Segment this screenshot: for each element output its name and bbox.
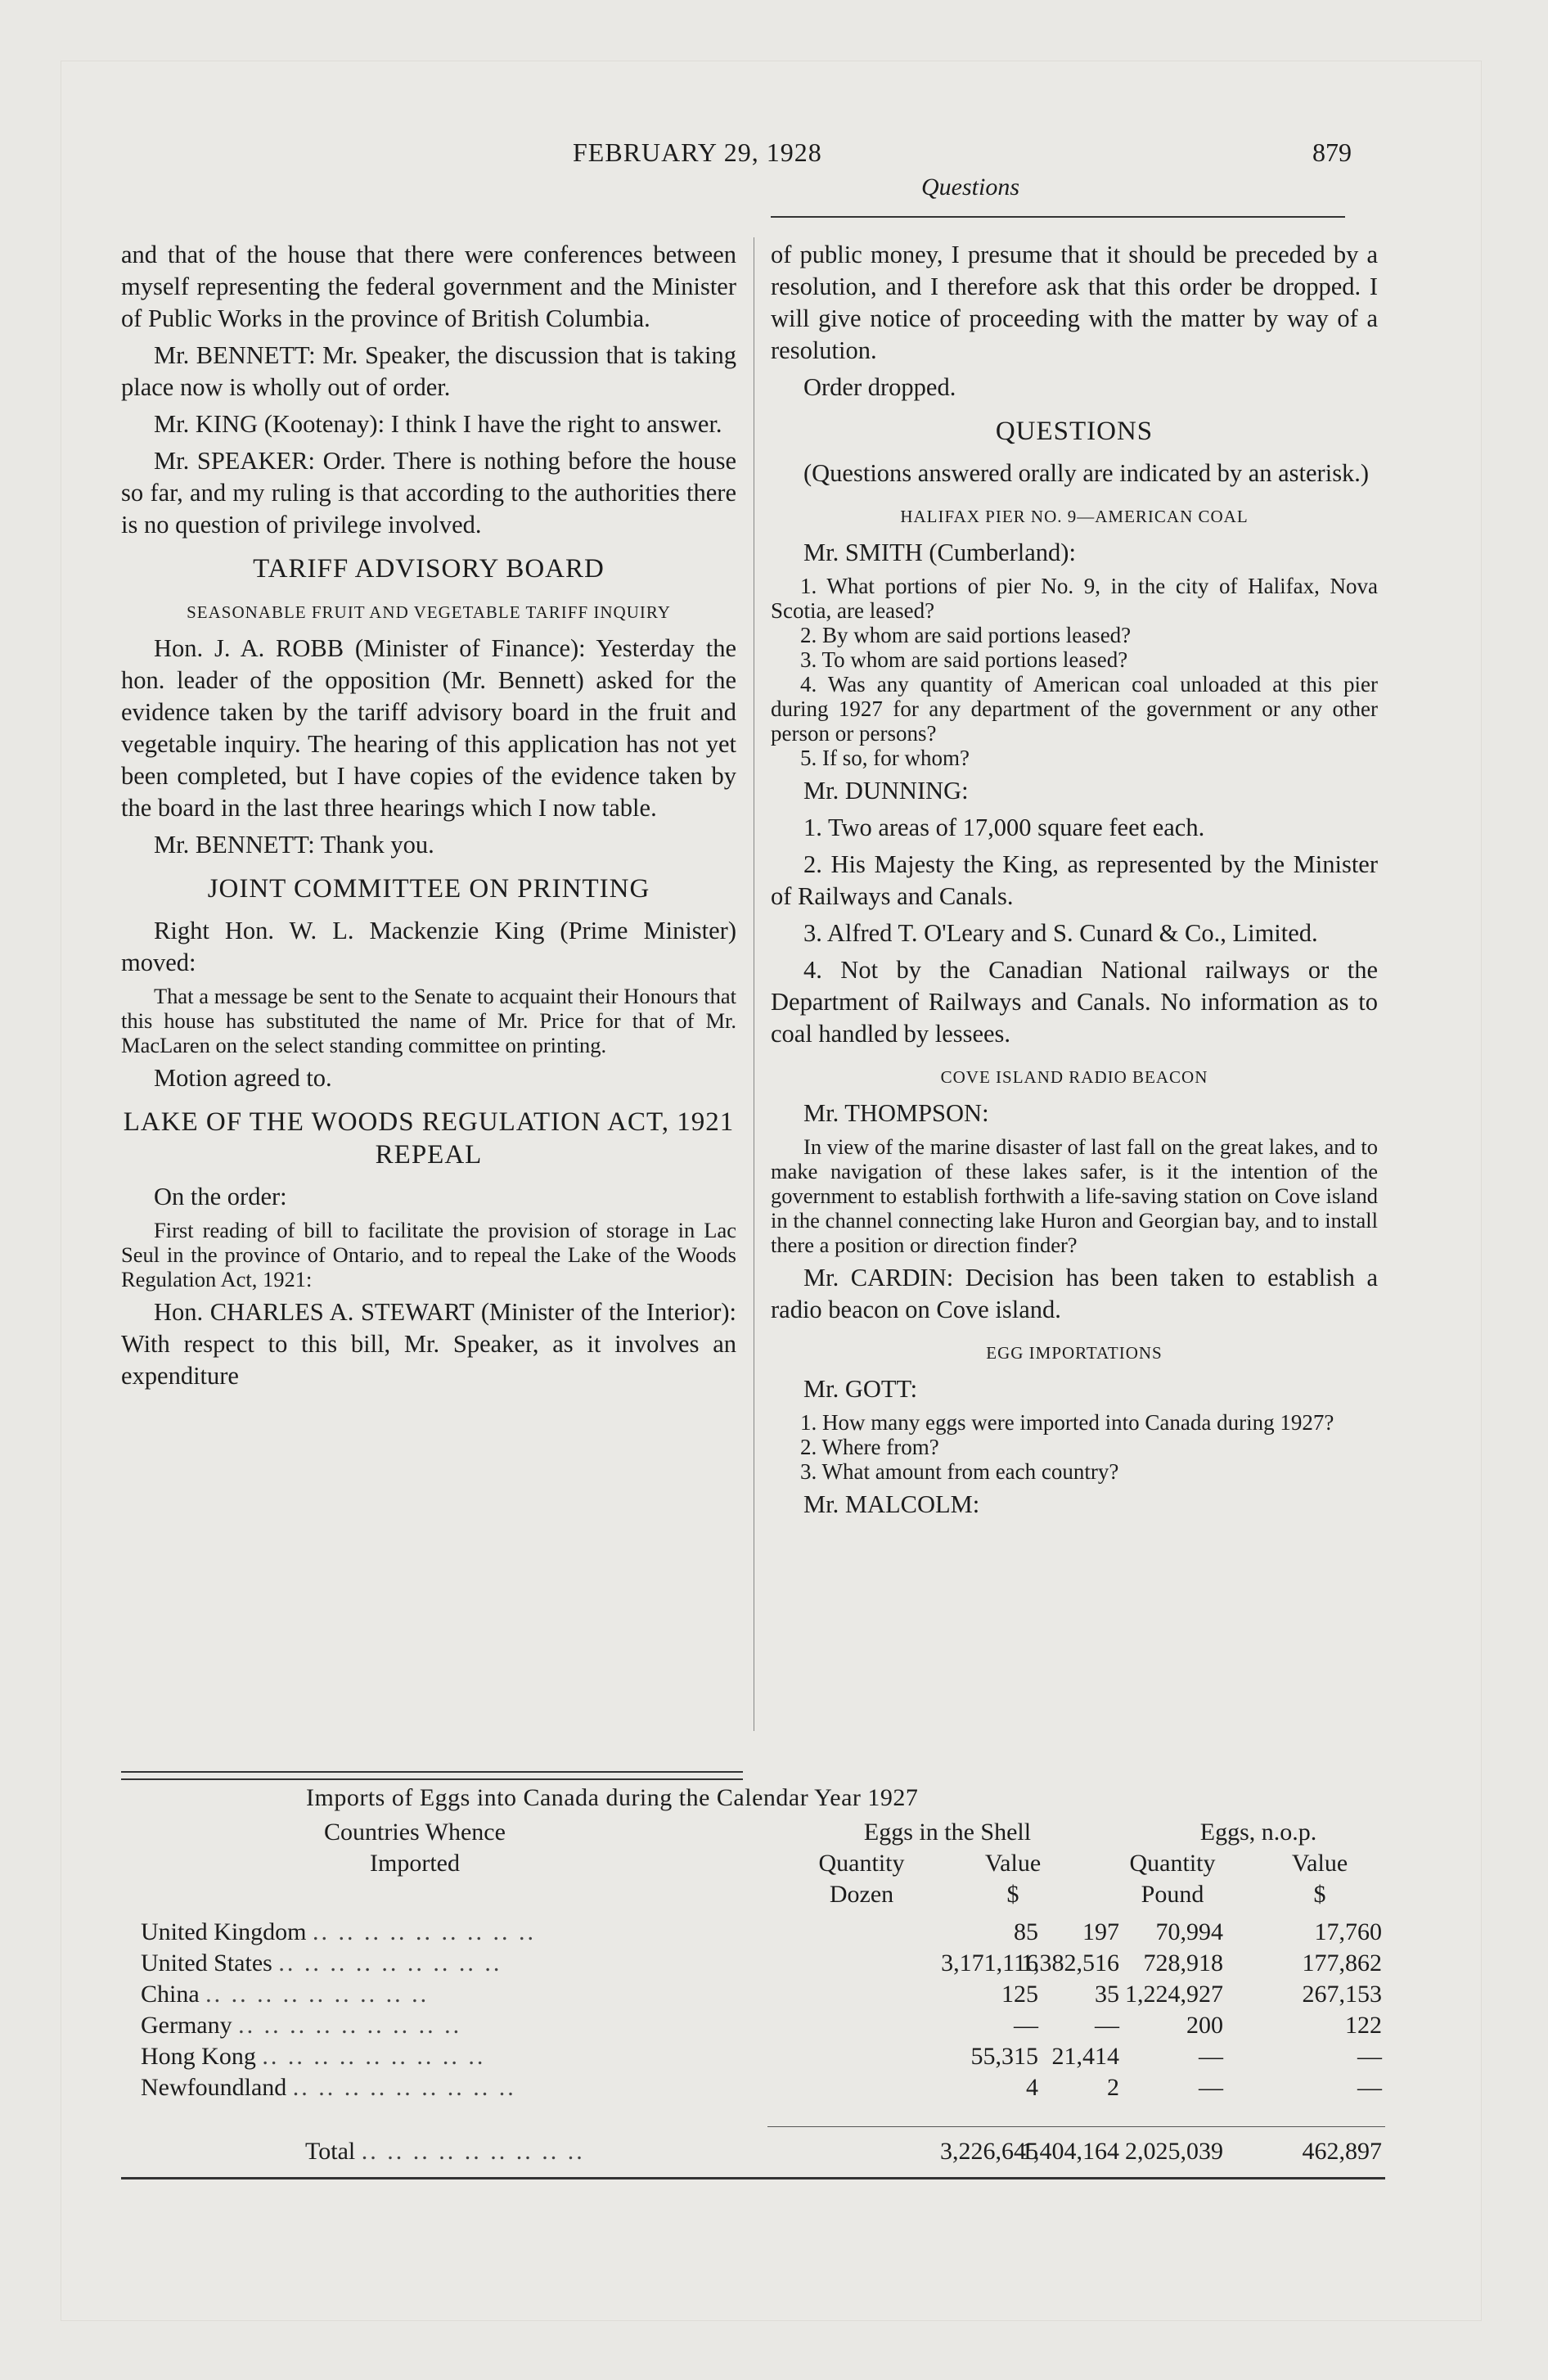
- question-item: 3. What amount from each country?: [800, 1459, 1119, 1484]
- total-value-shell: 1,404,164: [1021, 2138, 1119, 2165]
- dot-leader: .. .. .. .. .. .. .. .. ..: [205, 1981, 430, 2008]
- value-shell-cell: 35: [1095, 1981, 1119, 2008]
- total-quantity-shell: 3,226,645: [940, 2138, 1038, 2165]
- value-nop-cell: 177,862: [1302, 1950, 1382, 1977]
- question-list: [771, 1410, 1378, 1484]
- total-value-nop: 462,897: [1302, 2138, 1382, 2165]
- value-nop-cell: —: [1357, 2043, 1382, 2070]
- country-name: United States: [141, 1950, 272, 1977]
- dot-leader: .. .. .. .. .. .. .. .. ..: [292, 2074, 516, 2101]
- paragraph: On the order:: [154, 1183, 287, 1210]
- question-text: In view of the marine disaster of last fall on the great lakes, and to make navigation of these lakes safer, is it the intention of the government to establish forthwith a life-saving station on Cove island in the channel connecting lake Huron and Georgian bay, and to install there a position or direction finder?: [771, 1134, 1378, 1257]
- quantity-shell-cell: 85: [1014, 1918, 1038, 1945]
- subheading: COVE ISLAND RADIO BEACON: [940, 1067, 1208, 1087]
- quantity-shell-cell: —: [1014, 2012, 1038, 2039]
- page-header: [0, 137, 1548, 211]
- section-heading: JOINT COMMITTEE ON PRINTING: [207, 874, 650, 904]
- country-cell: [141, 2043, 485, 2071]
- table-bottom-rule: [121, 2177, 1385, 2179]
- unit-dozen: Dozen: [829, 1881, 894, 1908]
- motion-text: That a message be sent to the Senate to acquaint their Honours that this house has substituted the name of Mr. Price for that of Mr. MacLaren on the select standing committee on printing.: [121, 984, 736, 1057]
- dot-leader: .. .. .. .. .. .. .. .. ..: [313, 1918, 536, 1945]
- page-date: FEBRUARY 29, 1928: [573, 137, 822, 167]
- section-title: Questions: [921, 174, 1019, 201]
- paragraph: Hon. CHARLES A. STEWART (Minister of the Interior): With respect to this bill, Mr. Speaker, as it involves an expenditure: [121, 1298, 736, 1390]
- country-cell: [141, 1918, 536, 1946]
- paragraph: and that of the house that there were conferences between myself representing the federal government and the Minister of Public Works in the province of British Columbia.: [121, 241, 736, 332]
- country-cell: [141, 2074, 516, 2102]
- table-row: [121, 1981, 1385, 2012]
- unit-dollar: $: [1006, 1881, 1019, 1908]
- quantity-shell-cell: 4: [1026, 2074, 1038, 2101]
- subheading: HALIFAX PIER NO. 9—AMERICAN COAL: [900, 507, 1249, 526]
- page-number: 879: [1312, 137, 1352, 167]
- subheading: SEASONABLE FRUIT AND VEGETABLE TARIFF INQUIRY: [187, 602, 671, 622]
- col-header-quantity: Quantity: [1129, 1850, 1216, 1877]
- table-row: [121, 2043, 1385, 2074]
- country-cell: [141, 1981, 429, 2008]
- total-rule: [767, 2126, 1385, 2127]
- country-name: United Kingdom: [141, 1918, 307, 1945]
- col-header-quantity: Quantity: [818, 1850, 905, 1877]
- total-label-cell: [305, 2138, 585, 2166]
- paragraph: (Questions answered orally are indicated by an asterisk.): [803, 459, 1370, 487]
- unit-pound: Pound: [1141, 1881, 1204, 1908]
- value-shell-cell: 1,382,516: [1021, 1950, 1119, 1977]
- col-header-value: Value: [1291, 1850, 1348, 1877]
- question-item: 2. Where from?: [800, 1435, 939, 1459]
- dot-leader: .. .. .. .. .. .. .. .. ..: [361, 2138, 585, 2165]
- answer-item: 1. Two areas of 17,000 square feet each.: [803, 814, 1205, 841]
- paragraph: Motion agreed to.: [154, 1064, 332, 1092]
- country-name: Germany: [141, 2012, 232, 2039]
- paragraph: Mr. KING (Kootenay): I think I have the right to answer.: [154, 410, 722, 438]
- paragraph: Mr. MALCOLM:: [803, 1490, 980, 1518]
- dot-leader: .. .. .. .. .. .. .. .. ..: [278, 1950, 502, 1977]
- value-nop-cell: 17,760: [1314, 1918, 1382, 1945]
- quantity-nop-cell: 728,918: [1143, 1950, 1223, 1977]
- country-name: China: [141, 1981, 200, 2008]
- quantity-shell-cell: 125: [1001, 1981, 1038, 2008]
- value-nop-cell: —: [1357, 2074, 1382, 2101]
- table-title: Imports of Eggs into Canada during the Calendar Year 1927: [306, 1784, 919, 1811]
- group-header-shell: Eggs in the Shell: [863, 1819, 1032, 1846]
- left-column: [121, 239, 736, 1397]
- header-rule: [771, 216, 1345, 218]
- table-row: [121, 1918, 1385, 1950]
- table-total-row: [121, 2138, 1385, 2169]
- section-heading: LAKE OF THE WOODS REGULATION ACT, 1921 REPEAL: [123, 1107, 735, 1170]
- subheading: EGG IMPORTATIONS: [986, 1343, 1163, 1363]
- answer-item: 4. Not by the Canadian National railways or the Department of Railways and Canals. No information as to coal handled by lessees.: [771, 956, 1378, 1048]
- question-item: 1. What portions of pier No. 9, in the city of Halifax, Nova Scotia, are leased?: [771, 574, 1378, 623]
- answer-item: 3. Alfred T. O'Leary and S. Cunard & Co., Limited.: [803, 919, 1318, 947]
- country-cell: [141, 1950, 502, 1977]
- unit-dollar: $: [1313, 1881, 1326, 1908]
- paragraph: Mr. DUNNING:: [803, 777, 969, 805]
- country-name: Hong Kong: [141, 2043, 256, 2070]
- country-cell: [141, 2012, 461, 2040]
- paragraph: Mr. BENNETT: Mr. Speaker, the discussion that is taking place now is wholly out of order.: [121, 341, 736, 401]
- table-row: [121, 2074, 1385, 2105]
- quantity-shell-cell: 55,315: [970, 2043, 1038, 2070]
- quantity-shell-cell: 3,171,116: [941, 1950, 1038, 1977]
- col-header-value: Value: [984, 1850, 1042, 1877]
- dot-leader: .. .. .. .. .. .. .. .. ..: [262, 2043, 486, 2070]
- paragraph: Mr. SMITH (Cumberland):: [803, 539, 1076, 566]
- value-shell-cell: 197: [1082, 1918, 1119, 1945]
- country-name: Newfoundland: [141, 2074, 287, 2101]
- answer-item: 2. His Majesty the King, as represented by the Minister of Railways and Canals.: [771, 850, 1378, 910]
- value-shell-cell: 21,414: [1051, 2043, 1119, 2070]
- quantity-nop-cell: 1,224,927: [1125, 1981, 1223, 2008]
- paragraph: Mr. GOTT:: [803, 1375, 918, 1403]
- countries-header-2: Imported: [370, 1850, 460, 1877]
- quantity-nop-cell: 200: [1186, 2012, 1223, 2039]
- question-item: 5. If so, for whom?: [800, 746, 970, 770]
- question-list: [771, 574, 1378, 770]
- value-nop-cell: 267,153: [1302, 1981, 1382, 2008]
- countries-header-1: Countries Whence: [324, 1819, 506, 1846]
- total-label: Total: [305, 2138, 356, 2165]
- column-end-rule: [121, 1771, 743, 1773]
- value-nop-cell: 122: [1345, 2012, 1382, 2039]
- quantity-nop-cell: —: [1199, 2074, 1223, 2101]
- question-item: 4. Was any quantity of American coal unloaded at this pier during 1927 for any department of the government or any other person or persons?: [771, 672, 1378, 746]
- value-shell-cell: 2: [1107, 2074, 1119, 2101]
- table-row: [121, 1950, 1385, 1981]
- value-shell-cell: —: [1095, 2012, 1119, 2039]
- paragraph: Order dropped.: [803, 373, 956, 401]
- paragraph: of public money, I presume that it should be preceded by a resolution, and I therefore ask that this order be dropped. I will give notice of proceeding with the matter by way of a resolution.: [771, 241, 1378, 364]
- quantity-nop-cell: 70,994: [1155, 1918, 1223, 1945]
- section-heading: QUESTIONS: [995, 417, 1154, 446]
- table-row: [121, 2012, 1385, 2043]
- paragraph: Mr. SPEAKER: Order. There is nothing before the house so far, and my ruling is that according to the authorities there is no question of privilege involved.: [121, 447, 736, 539]
- total-quantity-nop: 2,025,039: [1125, 2138, 1223, 2165]
- quantity-nop-cell: —: [1199, 2043, 1223, 2070]
- table-top-rule: [121, 1778, 743, 1780]
- paragraph: Right Hon. W. L. Mackenzie King (Prime Minister) moved:: [121, 917, 736, 976]
- paragraph: Mr. BENNETT: Thank you.: [154, 831, 434, 859]
- paragraph: Mr. THOMPSON:: [803, 1099, 989, 1127]
- dot-leader: .. .. .. .. .. .. .. .. ..: [238, 2012, 462, 2039]
- group-header-nop: Eggs, n.o.p.: [1199, 1819, 1317, 1846]
- question-item: 2. By whom are said portions leased?: [800, 623, 1132, 647]
- question-item: 1. How many eggs were imported into Canada during 1927?: [800, 1410, 1334, 1435]
- paragraph: Mr. CARDIN: Decision has been taken to establish a radio beacon on Cove island.: [771, 1264, 1378, 1323]
- order-text: First reading of bill to facilitate the provision of storage in Lac Seul in the province of Ontario, and to repeal the Lake of the Woods Regulation Act, 1921:: [121, 1218, 736, 1291]
- right-column: [771, 239, 1378, 1526]
- section-heading: TARIFF ADVISORY BOARD: [253, 554, 605, 584]
- paragraph: Hon. J. A. ROBB (Minister of Finance): Yesterday the hon. leader of the opposition (Mr. Bennett) asked for the evidence taken by the tariff advisory board in the fruit and vegetable inquiry. The hearing of this application has not yet been completed, but I have copies of the evidence taken by the board in the last three hearings which I now table.: [121, 634, 736, 822]
- question-item: 3. To whom are said portions leased?: [800, 647, 1128, 672]
